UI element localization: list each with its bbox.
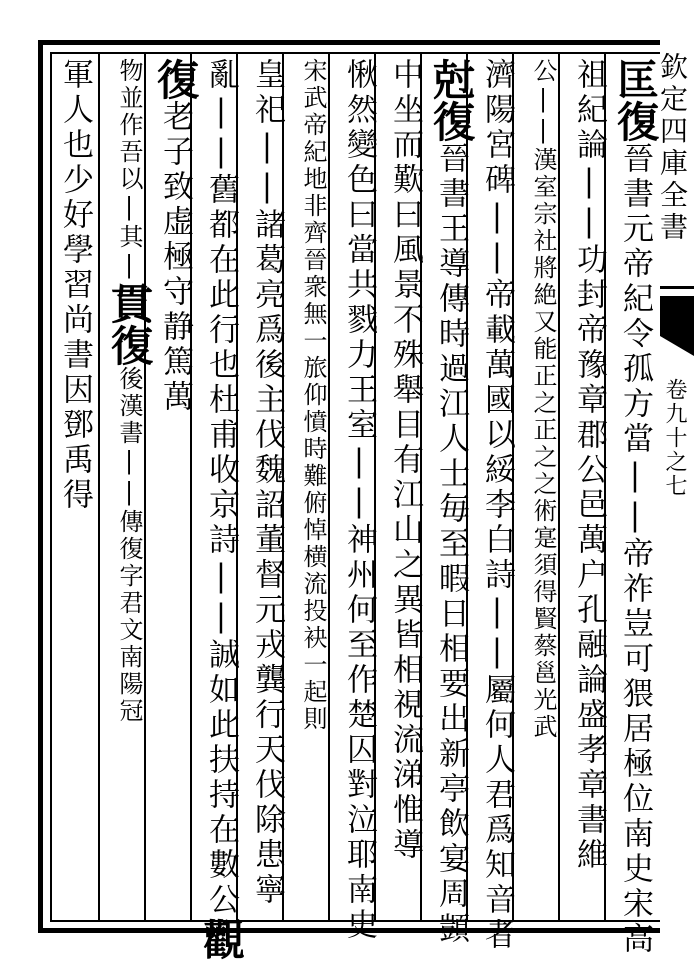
entry-heading: 貫復 — [105, 282, 154, 366]
book-title: 欽定四庫全書 — [656, 52, 689, 244]
entry-heading: 觀 — [197, 918, 246, 960]
entry-heading: 尅復 — [427, 58, 476, 142]
entry-text: 愀然變色曰當共戮力王室||神州何至作楚囚對泣耶南史 — [341, 58, 377, 943]
fish-tail-rule — [660, 286, 694, 289]
entry-text: 老子致虚極守静篤萬 — [157, 100, 193, 415]
text-column — [244, 58, 290, 918]
text-column — [474, 58, 520, 953]
entry-text: 皇祀||諸葛亮爲後主伐魏詔董督元戎龔行天伐除患寧 — [249, 58, 285, 908]
entry-text: 晉書王導傳時過江人士毎至暇日相要出新亭飲宴周顗 — [433, 142, 469, 947]
entry-text: 宋武帝紀地非齊晉衆無一旅仰憤時難俯悼横流投袂一起則 — [299, 58, 327, 733]
entry-text: 濟陽宮碑||帝載萬國以綏李白詩||屬何人君爲知音者 — [479, 58, 515, 953]
entry-heading: 復 — [151, 58, 200, 100]
text-column — [520, 58, 566, 918]
entry-text: 亂||舊都在此行也杜甫收京詩||誠如此扶持在數公 — [203, 58, 239, 918]
text-column — [197, 58, 246, 960]
text-column — [427, 58, 476, 947]
entry-text: 後漢書||傳復字君文南陽冠 — [115, 366, 143, 725]
entry-text: 中坐而歎曰風景不殊舉目有江山之異皆相視流涕惟導 — [387, 58, 423, 863]
entry-text: 公||漢室宗社將絶又能正之正之之術寔須得賢蔡邕光武 — [529, 58, 557, 741]
entry-text: 軍人也少好學習尚書因鄧禹得 — [57, 58, 93, 513]
text-column — [152, 58, 198, 918]
text-column — [336, 58, 382, 943]
text-column — [290, 58, 336, 918]
text-column — [566, 58, 612, 918]
text-column — [106, 58, 152, 918]
entry-heading: 匡復 — [611, 58, 660, 142]
text-column — [611, 58, 660, 957]
volume-number: 卷九十之七 — [662, 378, 687, 498]
entry-text: 晉書元帝紀令孤方當||帝祚豈可猥居極位南史宋高 — [617, 142, 653, 957]
entry-text: 祖紀論||功封帝豫章郡公邑萬户孔融論盛孝章書維 — [571, 58, 607, 873]
column-divider — [98, 52, 100, 922]
entry-text: 物並作吾以|其| — [115, 58, 143, 282]
text-column — [57, 58, 98, 918]
text-column — [382, 58, 428, 918]
